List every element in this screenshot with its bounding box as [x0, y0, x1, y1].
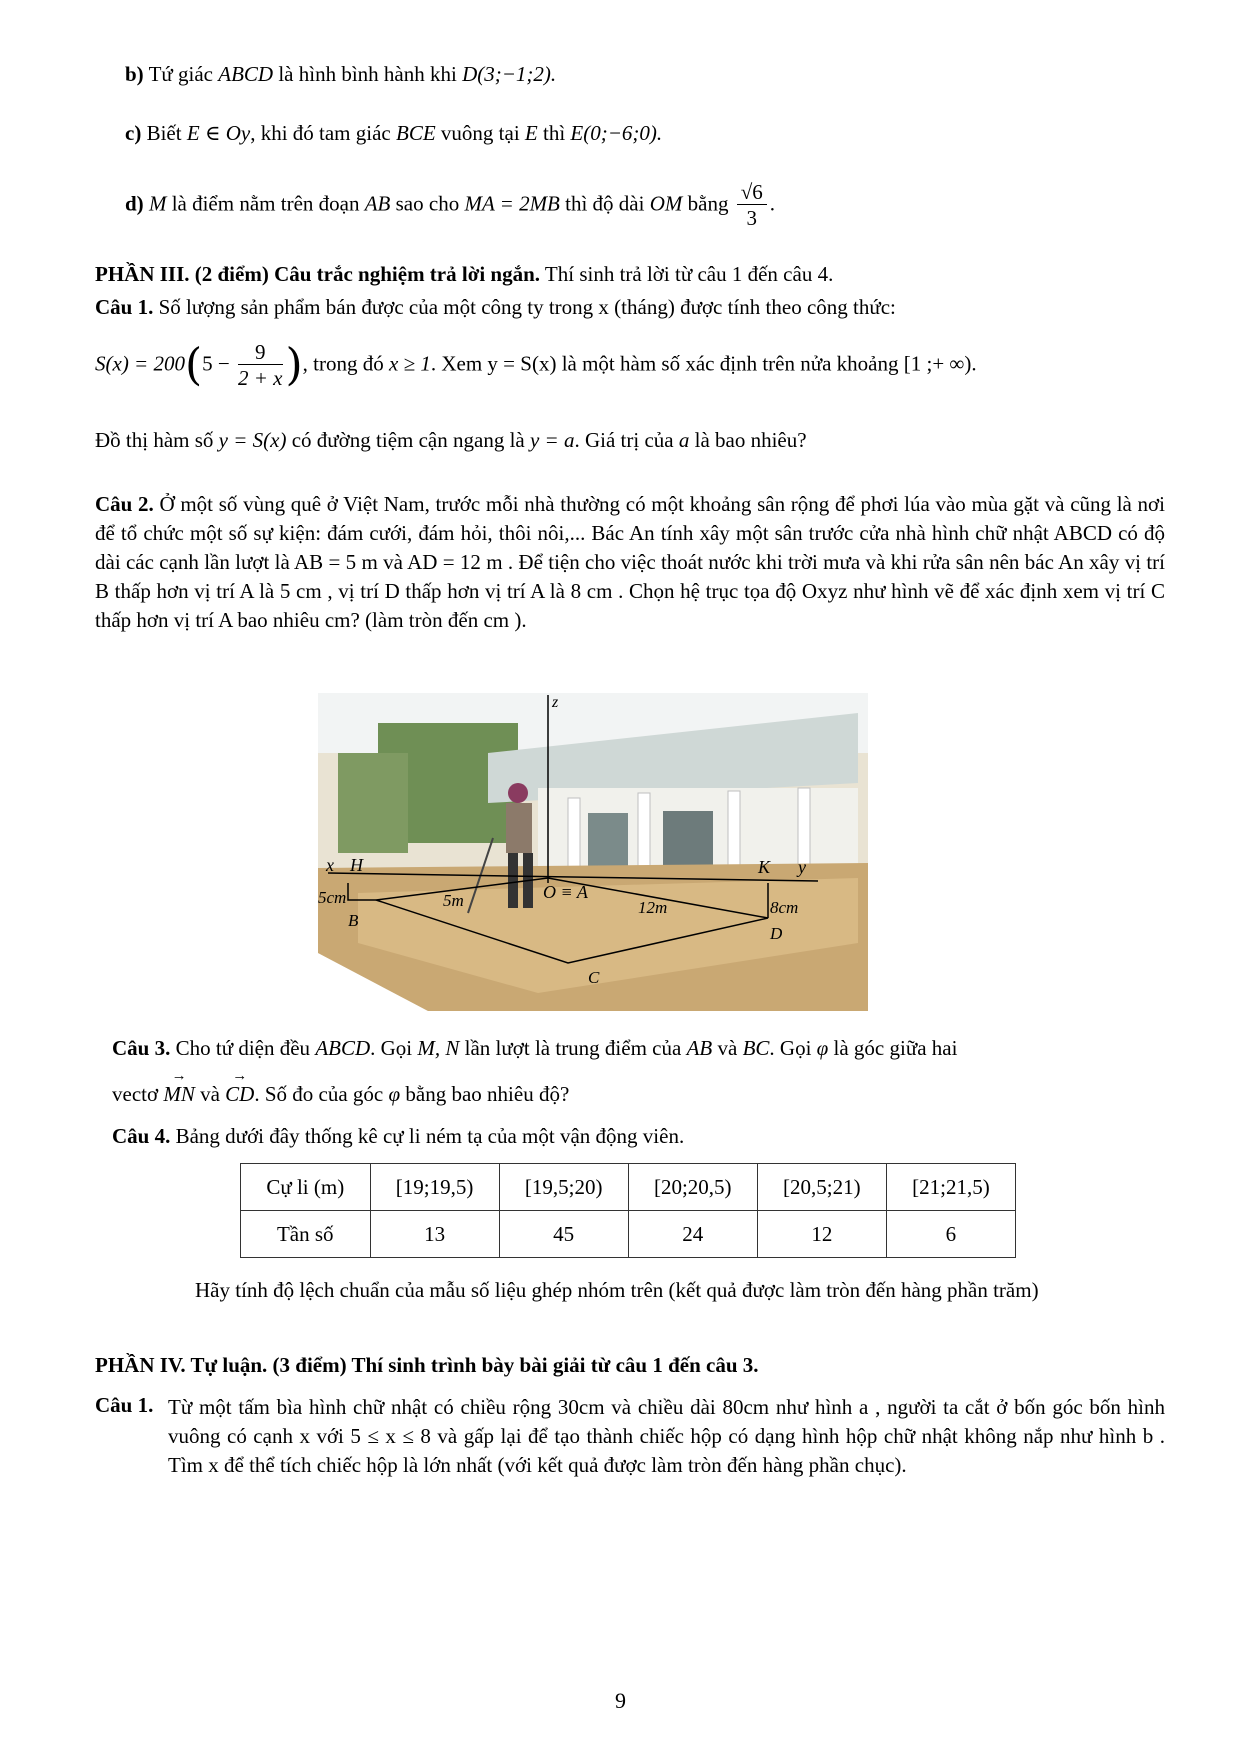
statement-b: b) Tứ giác ABCD là hình bình hành khi D(3;−1;2). — [125, 62, 557, 86]
part3-heading: PHẦN III. (2 điểm) Câu trắc nghiệm trả lời ngắn. Thí sinh trả lời từ câu 1 đến câu 4. — [95, 262, 834, 286]
courtyard-diagram — [318, 693, 868, 1011]
q1-line3: Đồ thị hàm số y = S(x) có đường tiệm cận ngang là y = a. Giá trị của a là bao nhiêu? — [95, 428, 807, 452]
label-k: K — [758, 857, 771, 877]
vector-mn: → MN — [163, 1082, 195, 1107]
q4-line1: Câu 4. Bảng dưới đây thống kê cự li ném tạ của một vận động viên. — [112, 1124, 685, 1148]
table-cell: [20,5;21) — [757, 1164, 886, 1211]
label-origin: O ≡ A — [543, 882, 588, 902]
label-b: B — [348, 911, 359, 930]
table-cell: Cự li (m) — [241, 1164, 371, 1211]
q3-line1: Câu 3. Cho tứ diện đều ABCD. Gọi M, N lần lượt là trung điểm của AB và BC. Gọi φ là góc giữa hai — [112, 1036, 958, 1060]
part4-q1-text: Từ một tấm bìa hình chữ nhật có chiều rộng 30cm và chiều dài 80cm như hình a , người ta cắt ở bốn góc bốn hình vuông có cạnh x với 5 ≤ x ≤ 8 và gấp lại để tạo thành chiếc hộp có dạng hình hộp chữ nhật không nắp như hình b . Tìm x để thể tích chiếc hộp là lớn nhất (với kết quả được làm tròn đến hàng phần chục). — [168, 1395, 1165, 1477]
label-x: x — [326, 855, 334, 875]
label-8cm: 8cm — [770, 898, 799, 917]
label-d: D — [770, 924, 783, 943]
label-c: C — [588, 968, 600, 987]
courtyard-figure — [318, 693, 868, 1011]
fraction-sqrt6-over-3: $\frac{√6}{3}$ — [737, 180, 767, 231]
label-z: z — [552, 694, 559, 711]
table-cell: Tần số — [241, 1211, 371, 1258]
q2-paragraph: Câu 2. Ở một số vùng quê ở Việt Nam, trước mỗi nhà thường có một khoảng sân rộng để phơi lúa vào mùa gặt và cũng là nơi để tổ chức một số sự kiện: đám cưới, đám hỏi, thôi nôi,... Bác An tính xây một sân trước cửa nhà hình chữ nhật ABCD có độ dài các cạnh lần lượt là AB = 5 m và AD = 12 m . Để tiện cho việc thoát nước khi trời mưa và khi rửa sân nên bác An xây vị trí B thấp hơn vị trí A là 5 cm , vị trí D thấp hơn vị trí A là 8 cm . Chọn hệ trục tọa độ Oxyz như hình vẽ để xác định xem vị trí C thấp hơn vị trí A bao nhiêu cm? (làm tròn đến cm ). — [95, 492, 1165, 632]
part4-q1-label: Câu 1. — [95, 1393, 154, 1417]
table-cell: [20;20,5) — [628, 1164, 757, 1211]
q1-formula: S(x) = 200(5 − $\frac{9}{2 + x}$ ), trong đó x ≥ 1. Xem y = S(x) là một hàm số xác định trên nửa khoảng [1 ;+ ∞). — [95, 339, 977, 391]
table-cell: 12 — [757, 1211, 886, 1258]
frequency-table — [240, 1163, 1016, 1258]
part4-heading: PHẦN IV. Tự luận. (3 điểm) Thí sinh trình bày bài giải từ câu 1 đến câu 3. — [95, 1353, 759, 1377]
statement-c: c) Biết E ∈ Oy, khi đó tam giác BCE vuông tại E thì E(0;−6;0). — [125, 121, 663, 145]
table-cell: 45 — [499, 1211, 628, 1258]
person — [508, 783, 528, 803]
table-row — [241, 1164, 1016, 1211]
table-cell: 6 — [886, 1211, 1015, 1258]
label-12m: 12m — [638, 898, 668, 917]
page-number: 9 — [615, 1688, 626, 1713]
table-cell: [19;19,5) — [370, 1164, 499, 1211]
table-cell: [19,5;20) — [499, 1164, 628, 1211]
q3-line2: vectơ → MN và → CD. Số đo của góc φ bằng bao nhiêu độ? — [112, 1082, 569, 1107]
table-row — [241, 1211, 1016, 1258]
label-h: H — [350, 855, 363, 875]
label-5cm: 5cm — [318, 888, 347, 907]
fraction-9-over-2-plus-x: $\frac{9}{2 + x}$ — [238, 340, 283, 391]
table-cell: 24 — [628, 1211, 757, 1258]
statement-d: d) M là điểm nằm trên đoạn AB sao cho MA = 2MB thì độ dài OM bằng $\frac{√6}{3}$ . — [125, 180, 775, 231]
label-5m: 5m — [443, 891, 464, 910]
vector-cd: → CD — [225, 1082, 254, 1107]
label-y: y — [798, 857, 806, 877]
table-cell: [21;21,5) — [886, 1164, 1015, 1211]
q4-instruction: Hãy tính độ lệch chuẩn của mẫu số liệu ghép nhóm trên (kết quả được làm tròn đến hàng phần trăm) — [195, 1278, 1039, 1302]
q1-line1: Câu 1. Số lượng sản phẩm bán được của một công ty trong x (tháng) được tính theo công thức: — [95, 295, 896, 319]
table-cell: 13 — [370, 1211, 499, 1258]
